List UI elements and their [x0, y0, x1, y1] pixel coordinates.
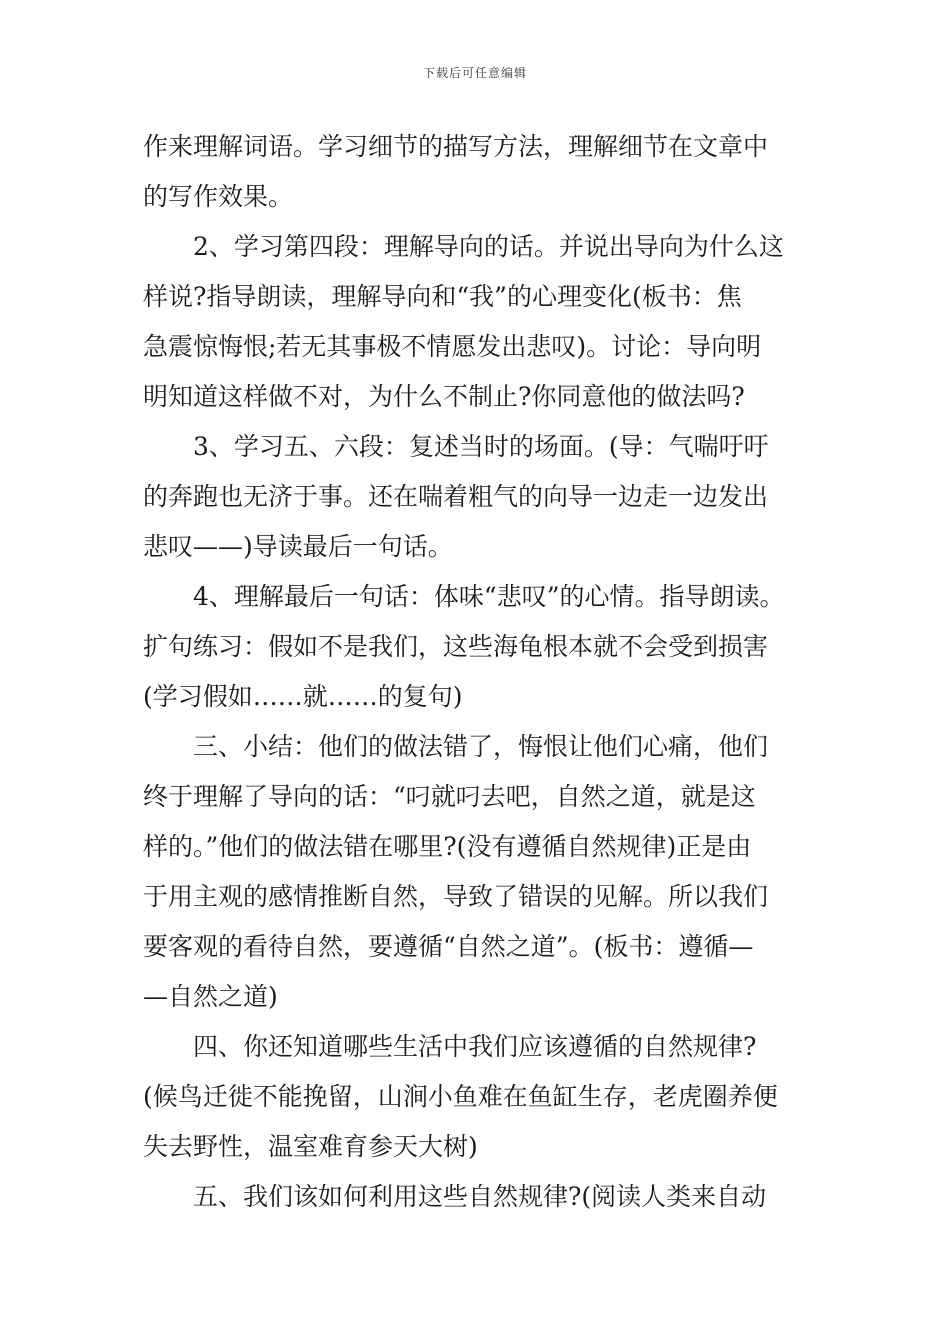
- text-line: 悲叹——)导读最后一句话。: [143, 532, 453, 561]
- paragraph-start-line: 四、你还知道哪些生活中我们应该遵循的自然规律?: [193, 1032, 757, 1061]
- text-line: 样的。”他们的做法错在哪里?(没有遵循自然规律)正是由: [143, 832, 752, 861]
- text-line: —自然之道): [143, 982, 278, 1011]
- page-header-note: 下载后可任意编辑: [422, 66, 527, 80]
- text-line: 终于理解了导向的话：“叼就叼去吧，自然之道，就是这: [143, 782, 756, 811]
- text-line: (候鸟迁徙不能挽留，山涧小鱼难在鱼缸生存，老虎圈养便: [143, 1082, 778, 1111]
- paragraph-start-line: 2、学习第四段：理解导向的话。并说出导向为什么这: [193, 232, 784, 261]
- text-line: 失去野性，温室难育参天大树): [143, 1132, 478, 1161]
- text-line: 明知道这样做不对，为什么不制止?你同意他的做法吗?: [143, 382, 745, 411]
- text-line: 急震惊悔恨;若无其事极不情愿发出悲叹)。讨论：导向明: [143, 332, 762, 361]
- text-line: 样说?指导朗读，理解导向和“我”的心理变化(板书：焦: [143, 282, 742, 311]
- text-line: 扩句练习：假如不是我们，这些海龟根本就不会受到损害: [143, 632, 769, 661]
- text-line: (学习假如……就……的复句): [143, 682, 463, 711]
- text-line: 要客观的看待自然，要遵循“自然之道”。(板书：遵循—: [143, 932, 754, 961]
- text-line: 于用主观的感情推断自然，导致了错误的见解。所以我们: [143, 882, 769, 911]
- paragraph-start-line: 五、我们该如何利用这些自然规律?(阅读人类来自动: [193, 1182, 767, 1211]
- paragraph-start-line: 4、理解最后一句话：体味“悲叹”的心情。指导朗读。: [193, 582, 785, 611]
- text-line: 的奔跑也无济于事。还在喘着粗气的向导一边走一边发出: [143, 482, 769, 511]
- text-line: 的写作效果。: [143, 182, 294, 211]
- text-line: 作来理解词语。学习细节的描写方法，理解细节在文章中: [143, 132, 769, 161]
- paragraph-start-line: 3、学习五、六段：复述当时的场面。(导：气喘吁吁: [193, 432, 769, 461]
- document-body: [143, 122, 823, 1222]
- paragraph-start-line: 三、小结：他们的做法错了，悔恨让他们心痛，他们: [193, 732, 769, 761]
